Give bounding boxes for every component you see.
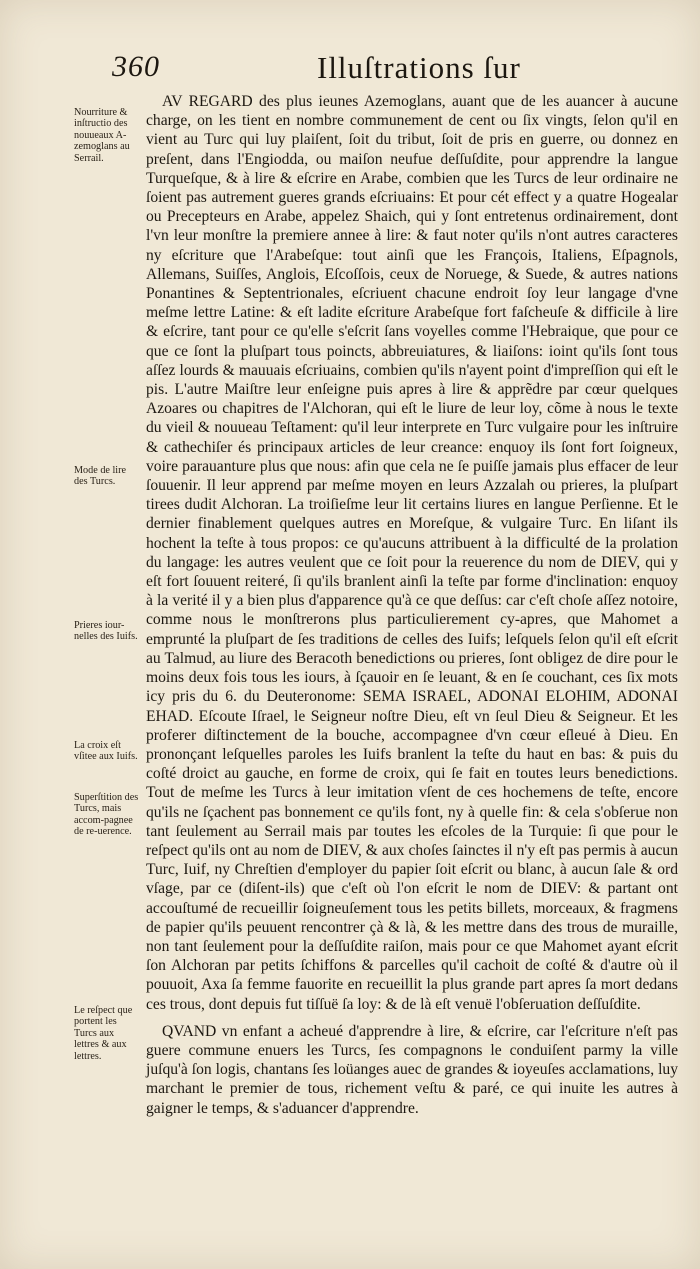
marginal-note: Nourriture & inſtructio des nouueaux A-zemoglans au Serrail. — [74, 107, 130, 164]
marginal-note: Mode de lire des Turcs. — [74, 465, 127, 488]
main-text — [146, 92, 678, 1118]
marginal-note: Superſtition des Turcs, mais accom-pagnee de re-uerence. — [74, 792, 139, 838]
marginal-note: Prieres iour-nelles des Iuifs. — [74, 620, 138, 643]
paragraph: AV REGARD des plus ieunes Azemoglans, auant que de les auancer à aucune charge, on les tient en nombre communement de cent ou ſix vingts, ſelon qu'il en vient au Turc qui luy plaiſent, ſoit du tribut, ſoit de pris en guerre, ou donnez en preſent, dans l'Engiodda, ou maiſon neufue deſſuſdite, pour apprendre la langue Turqueſque, & à lire & eſcrire en Arabe, combien que les Turcs de leur ordinaire ne ſoient pas autrement gueres grands eſcriuains: Et pour cét effect y a quatre Hogealar ou Precepteurs en Arabe, appelez Shaich, qui y ſont entretenus ordinairement, dont l'vn leur monſtre la premiere annee à lire: & faut noter qu'ils n'ont autres caracteres ny eſcriture que l'Arabeſque: tout ainſi que les François, Italiens, Eſpagnols, Allemans, Suiſſes, Anglois, Eſcoſſois, ceux de Noruege, & Suede, & autres nations Ponantines & Septentrionales, eſcriuent chacune endroit ſoy leur langage d'vne meſme lettre Latine: & eſt ladite eſcriture Arabeſque fort faſcheuſe & difficile à lire & eſcrire, tant pour ce qu'elle s'eſcrit ſans voyelles comme l'Hebraique, que pour ce que ce ſont la pluſpart tous poincts, abbreuiatures, & liaiſons: ioint qu'ils ſont tous aſſez lourds & mauuais eſcriuains, combien qu'ils n'ayent point d'impreſſion qui eſt le pis. L'autre Maiſtre leur enſeigne puis apres à lire & apprẽdre par cœur quelques Azoares ou chapitres de l'Alchoran, qui eſt le liure de leur loy, cõme à nous le texte du vieil & nouueau Teſtament: qu'il leur interprete en Turc vulgaire pour les inſtruire & cathechiſer és principaux articles de leur creance: enquoy ils ſont fort ſoigneux, voire parauanture plus que nous: afin que cela ne ſe puiſſe jamais plus effacer de leur ſouuenir. Il leur apprend par meſme moyen en leurs Azzalah ou prieres, la pluſpart tirees dudit Alchoran. La troiſieſme leur lit certains liures en langue Perſienne. Et le dernier finablement quelques autres en Moreſque, & vulgaire Turc. En liſant ils hochent la teſte à tous propos: ce qu'aucuns attribuent à la difficulté de la prolation du langage: les autres veulent que ce ſoit pour la reuerence du nom de DIEV, qui y eſt fort ſouuent reiteré, ſi qu'ils branlent ainſi la teſte par forme d'inclination: enquoy à la verité il y a bien plus d'apparence qu'à ce que deſſus: car c'eſt choſe aſſez notoire, comme nous le monſtrerons plus particulierement cy-apres, que Mahomet a emprunté la pluſpart de ſes traditions de celles des Iuifs; leſquels ſelon qu'il eſt eſcrit au Talmud, au liure des Beracoth benedictions ou prieres, ſont obligez de dire pour le moins deux fois tous les iours, à ſçauoir en ſe leuant, & en ſe couchant, ces ſix mots icy pris du 6. du Deuteronome: SEMA ISRAEL, ADONAI ELOHIM, ADONAI EHAD. Eſcoute Iſrael, le Seigneur noſtre Dieu, eſt vn ſeul Dieu & Seigneur. Et les proferer diſtinctement de la bouche, accompagnee d'vn cœur eſleué à Dieu. En prononçant leſquelles paroles les Iuifs branlent la teſte du haut en bas: & puis du coſté droict au gauche, en forme de croix, qui ſe fait en toutes leurs benedictions. Tout de meſme les Turcs à leur imitation vſent de ces hochemens de teſte, encore qu'ils ne ſçachent pas bonnement ce qu'ils font, ny à quelle fin: & cela s'obſerue non tant ſeulement au Serrail mais par toutes les eſcoles de la Turquie: ſi que pour le reſpect qu'ils ont au nom de DIEV, & aux choſes ſainctes il n'y eſt pas permis à aucun Turc, Iuif, ny Chreſtien d'employer du papier ſoit eſcrit ou blanc, à aucun ſale & ord vſage, par ce (diſent-ils) que c'eſt où l'on eſcrit le nom de DIEV: & partant ont accouſtumé de recueillir ſoigneuſement tous les petits billets, morceaux, & fragmens de papier qu'ils peuuent rencontrer çà & là, & les mettre dans des trous de muraille, non tant ſeulement pour la deſſuſdite raiſon, mais pour ce que Mahomet ayant eſcrit ſon Alchoran par petits ſchiffons & parcelles qu'il cachoit de coſté & d'autre où il pouuoit, Axa ſa femme fauorite en recueillit la plus grande part apres ſa mort dedans ces trous, dont depuis fut tiſſuë ſa loy: & de là eſt venuë l'obſeruation deſſuſdite. — [146, 93, 678, 1013]
paragraph: QVAND vn enfant a acheué d'apprendre à lire, & eſcrire, car l'eſcriture n'eſt pas guere commune enuers les Turcs, ſes compagnons le conduiſent parmy la ville juſqu'à ſon logis, chantans ſes loüanges auec de grandes & ioyeuſes acclamations, luy marchant le premier de tous, richement veſtu & paré, ce qui inuite les autres à gaigner le temps, & s'aduancer d'apprendre. — [146, 1022, 678, 1117]
page-number: 360 — [112, 50, 160, 83]
running-title: Illuſtrations ſur — [317, 50, 521, 85]
marginal-note: Le reſpect que portent les Turcs aux lettres & aux lettres. — [74, 1005, 133, 1062]
marginal-notes — [74, 0, 140, 1269]
marginal-note: La croix eſt vſitee aux Iuifs. — [74, 740, 138, 763]
page-header — [112, 50, 532, 90]
